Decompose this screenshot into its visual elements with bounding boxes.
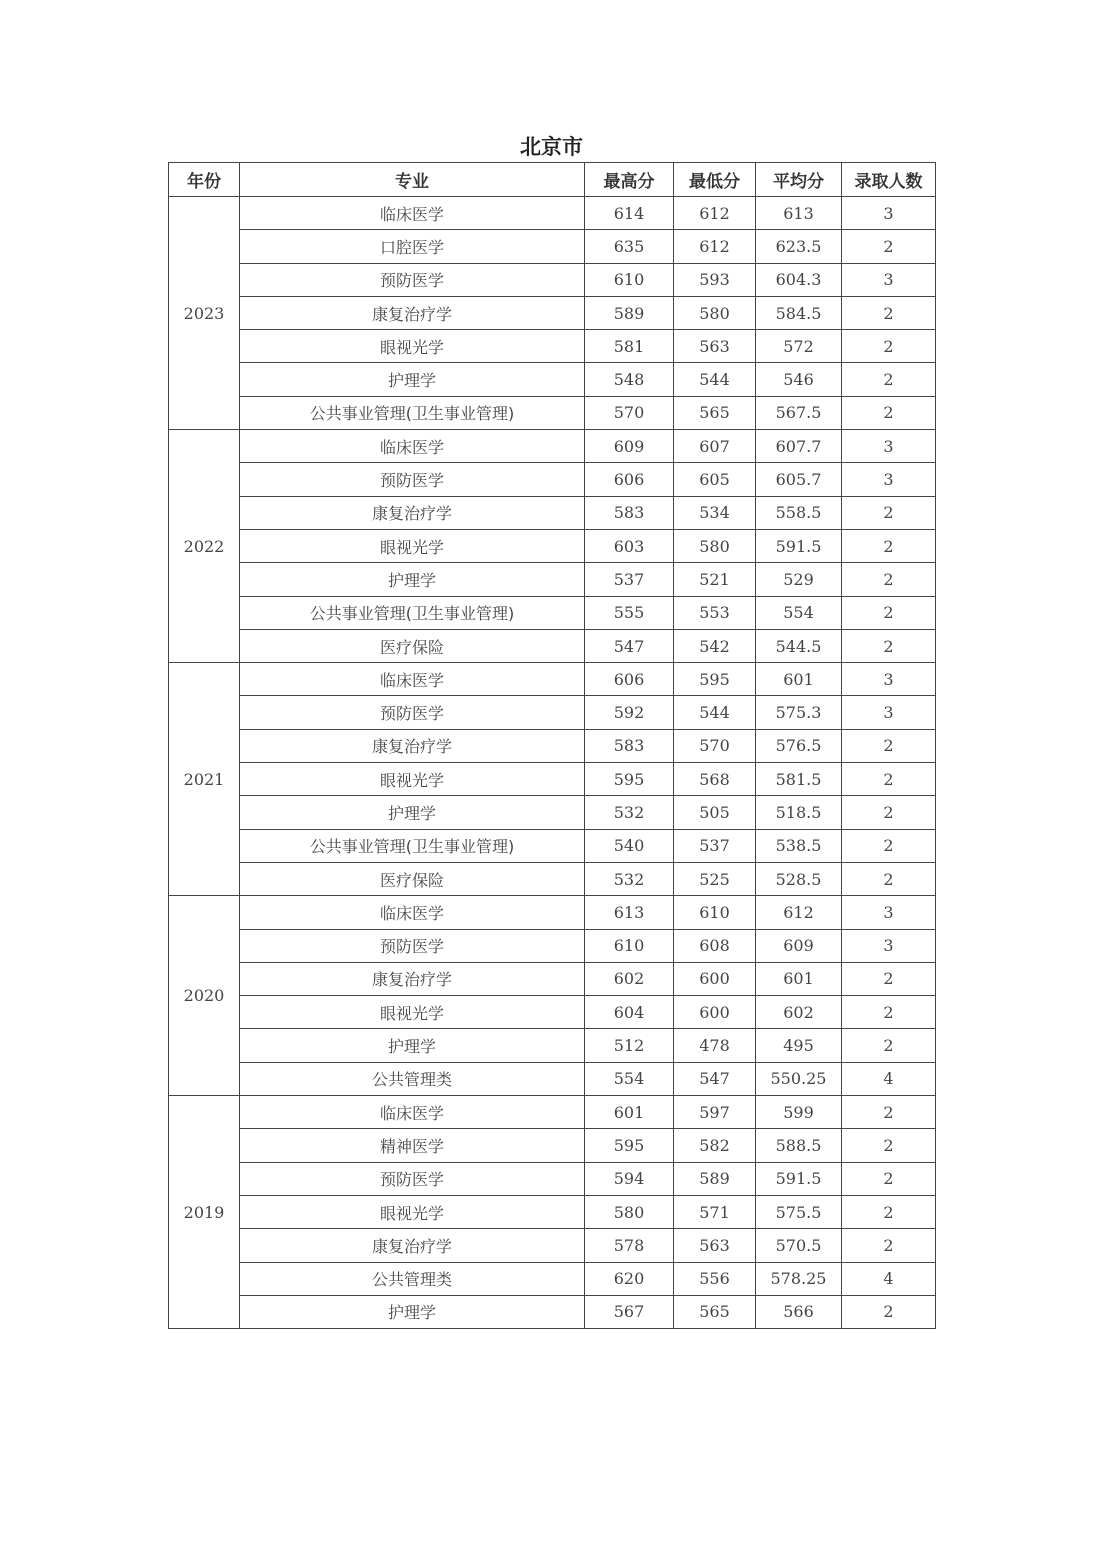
avg-score-cell: 554: [756, 596, 842, 629]
table-row: [169, 729, 936, 762]
avg-score-cell: 612: [756, 896, 842, 929]
table-row: [169, 1195, 936, 1228]
major-cell: 公共管理类: [240, 1062, 585, 1095]
major-cell: 口腔医学: [240, 230, 585, 263]
min-score-cell: 607: [674, 430, 756, 463]
admitted-count-cell: 2: [842, 563, 936, 596]
avg-score-cell: 546: [756, 363, 842, 396]
admitted-count-cell: 2: [842, 363, 936, 396]
year-cell: 2023: [169, 197, 240, 430]
major-cell: 眼视光学: [240, 763, 585, 796]
major-cell: 护理学: [240, 363, 585, 396]
table-row: [169, 529, 936, 562]
max-score-cell: 613: [585, 896, 674, 929]
min-score-cell: 556: [674, 1262, 756, 1295]
table-row: [169, 1129, 936, 1162]
avg-score-cell: 601: [756, 663, 842, 696]
avg-score-cell: 604.3: [756, 263, 842, 296]
max-score-cell: 512: [585, 1029, 674, 1062]
max-score-cell: 635: [585, 230, 674, 263]
table-row: [169, 962, 936, 995]
avg-score-cell: 607.7: [756, 430, 842, 463]
admitted-count-cell: 2: [842, 296, 936, 329]
min-score-cell: 553: [674, 596, 756, 629]
avg-score-cell: 566: [756, 1295, 842, 1328]
table-row: [169, 296, 936, 329]
table-row: [169, 1029, 936, 1062]
major-cell: 公共事业管理(卫生事业管理): [240, 396, 585, 429]
avg-score-cell: 572: [756, 330, 842, 363]
admitted-count-cell: 2: [842, 829, 936, 862]
min-score-cell: 568: [674, 763, 756, 796]
max-score-cell: 595: [585, 1129, 674, 1162]
year-cell: 2021: [169, 663, 240, 896]
admitted-count-cell: 3: [842, 663, 936, 696]
admitted-count-cell: 2: [842, 496, 936, 529]
min-score-cell: 580: [674, 296, 756, 329]
max-score-cell: 601: [585, 1096, 674, 1129]
max-score-cell: 609: [585, 430, 674, 463]
header-max-score: 最高分: [585, 163, 674, 197]
max-score-cell: 603: [585, 529, 674, 562]
avg-score-cell: 495: [756, 1029, 842, 1062]
min-score-cell: 600: [674, 996, 756, 1029]
header-avg-score: 平均分: [756, 163, 842, 197]
min-score-cell: 597: [674, 1096, 756, 1129]
admitted-count-cell: 2: [842, 1029, 936, 1062]
year-cell: 2020: [169, 896, 240, 1096]
max-score-cell: 570: [585, 396, 674, 429]
admitted-count-cell: 2: [842, 862, 936, 895]
avg-score-cell: 529: [756, 563, 842, 596]
table-row: [169, 896, 936, 929]
max-score-cell: 583: [585, 496, 674, 529]
admitted-count-cell: 3: [842, 463, 936, 496]
major-cell: 公共管理类: [240, 1262, 585, 1295]
min-score-cell: 582: [674, 1129, 756, 1162]
avg-score-cell: 591.5: [756, 1162, 842, 1195]
major-cell: 预防医学: [240, 696, 585, 729]
year-cell: 2022: [169, 430, 240, 663]
min-score-cell: 565: [674, 1295, 756, 1328]
admitted-count-cell: 4: [842, 1062, 936, 1095]
max-score-cell: 578: [585, 1229, 674, 1262]
admitted-count-cell: 2: [842, 230, 936, 263]
min-score-cell: 589: [674, 1162, 756, 1195]
max-score-cell: 540: [585, 829, 674, 862]
admitted-count-cell: 4: [842, 1262, 936, 1295]
admitted-count-cell: 3: [842, 896, 936, 929]
max-score-cell: 604: [585, 996, 674, 1029]
avg-score-cell: 550.25: [756, 1062, 842, 1095]
major-cell: 护理学: [240, 1029, 585, 1062]
year-cell: 2019: [169, 1096, 240, 1329]
max-score-cell: 547: [585, 629, 674, 662]
table-row: [169, 396, 936, 429]
avg-score-cell: 576.5: [756, 729, 842, 762]
min-score-cell: 612: [674, 197, 756, 230]
min-score-cell: 525: [674, 862, 756, 895]
admitted-count-cell: 2: [842, 330, 936, 363]
max-score-cell: 548: [585, 363, 674, 396]
page-title: 北京市: [520, 135, 583, 159]
major-cell: 护理学: [240, 563, 585, 596]
admitted-count-cell: 2: [842, 629, 936, 662]
min-score-cell: 547: [674, 1062, 756, 1095]
table-header-row: [169, 163, 936, 197]
avg-score-cell: 581.5: [756, 763, 842, 796]
table-row: [169, 263, 936, 296]
major-cell: 康复治疗学: [240, 962, 585, 995]
admitted-count-cell: 2: [842, 1162, 936, 1195]
table-row: [169, 197, 936, 230]
header-year: 年份: [169, 163, 240, 197]
header-admitted-count: 录取人数: [842, 163, 936, 197]
major-cell: 护理学: [240, 796, 585, 829]
table-row: [169, 496, 936, 529]
max-score-cell: 583: [585, 729, 674, 762]
min-score-cell: 565: [674, 396, 756, 429]
avg-score-cell: 518.5: [756, 796, 842, 829]
major-cell: 康复治疗学: [240, 729, 585, 762]
min-score-cell: 544: [674, 696, 756, 729]
max-score-cell: 581: [585, 330, 674, 363]
major-cell: 临床医学: [240, 1096, 585, 1129]
major-cell: 临床医学: [240, 430, 585, 463]
admitted-count-cell: 2: [842, 1096, 936, 1129]
table-row: [169, 363, 936, 396]
max-score-cell: 532: [585, 796, 674, 829]
max-score-cell: 606: [585, 663, 674, 696]
max-score-cell: 567: [585, 1295, 674, 1328]
min-score-cell: 593: [674, 263, 756, 296]
admitted-count-cell: 2: [842, 796, 936, 829]
min-score-cell: 595: [674, 663, 756, 696]
table-row: [169, 1262, 936, 1295]
avg-score-cell: 605.7: [756, 463, 842, 496]
table-row: [169, 929, 936, 962]
min-score-cell: 570: [674, 729, 756, 762]
min-score-cell: 521: [674, 563, 756, 596]
major-cell: 临床医学: [240, 896, 585, 929]
max-score-cell: 580: [585, 1195, 674, 1228]
table-row: [169, 862, 936, 895]
table-row: [169, 596, 936, 629]
table-row: [169, 1062, 936, 1095]
avg-score-cell: 609: [756, 929, 842, 962]
table-row: [169, 430, 936, 463]
min-score-cell: 542: [674, 629, 756, 662]
admitted-count-cell: 2: [842, 596, 936, 629]
major-cell: 预防医学: [240, 1162, 585, 1195]
table-body: [169, 197, 936, 1329]
max-score-cell: 589: [585, 296, 674, 329]
admitted-count-cell: 2: [842, 1229, 936, 1262]
max-score-cell: 610: [585, 929, 674, 962]
admitted-count-cell: 2: [842, 529, 936, 562]
major-cell: 公共事业管理(卫生事业管理): [240, 829, 585, 862]
avg-score-cell: 623.5: [756, 230, 842, 263]
table-row: [169, 796, 936, 829]
major-cell: 医疗保险: [240, 862, 585, 895]
max-score-cell: 610: [585, 263, 674, 296]
min-score-cell: 571: [674, 1195, 756, 1228]
avg-score-cell: 575.3: [756, 696, 842, 729]
admitted-count-cell: 2: [842, 763, 936, 796]
max-score-cell: 592: [585, 696, 674, 729]
admitted-count-cell: 2: [842, 1295, 936, 1328]
max-score-cell: 602: [585, 962, 674, 995]
admitted-count-cell: 3: [842, 263, 936, 296]
major-cell: 预防医学: [240, 929, 585, 962]
major-cell: 眼视光学: [240, 529, 585, 562]
admitted-count-cell: 2: [842, 1195, 936, 1228]
admitted-count-cell: 2: [842, 962, 936, 995]
header-min-score: 最低分: [674, 163, 756, 197]
avg-score-cell: 528.5: [756, 862, 842, 895]
major-cell: 临床医学: [240, 663, 585, 696]
table-row: [169, 230, 936, 263]
major-cell: 眼视光学: [240, 330, 585, 363]
table-row: [169, 629, 936, 662]
avg-score-cell: 544.5: [756, 629, 842, 662]
min-score-cell: 608: [674, 929, 756, 962]
table-row: [169, 996, 936, 1029]
avg-score-cell: 601: [756, 962, 842, 995]
table-row: [169, 563, 936, 596]
major-cell: 精神医学: [240, 1129, 585, 1162]
major-cell: 医疗保险: [240, 629, 585, 662]
max-score-cell: 537: [585, 563, 674, 596]
max-score-cell: 554: [585, 1062, 674, 1095]
admitted-count-cell: 3: [842, 197, 936, 230]
table-row: [169, 1162, 936, 1195]
table-row: [169, 330, 936, 363]
table-row: [169, 1229, 936, 1262]
min-score-cell: 563: [674, 330, 756, 363]
avg-score-cell: 567.5: [756, 396, 842, 429]
major-cell: 康复治疗学: [240, 1229, 585, 1262]
header-major: 专业: [240, 163, 585, 197]
admitted-count-cell: 2: [842, 396, 936, 429]
min-score-cell: 537: [674, 829, 756, 862]
avg-score-cell: 613: [756, 197, 842, 230]
avg-score-cell: 578.25: [756, 1262, 842, 1295]
admitted-count-cell: 2: [842, 996, 936, 1029]
major-cell: 公共事业管理(卫生事业管理): [240, 596, 585, 629]
min-score-cell: 544: [674, 363, 756, 396]
min-score-cell: 534: [674, 496, 756, 529]
avg-score-cell: 558.5: [756, 496, 842, 529]
major-cell: 眼视光学: [240, 1195, 585, 1228]
table-row: [169, 1096, 936, 1129]
min-score-cell: 563: [674, 1229, 756, 1262]
min-score-cell: 610: [674, 896, 756, 929]
admitted-count-cell: 3: [842, 929, 936, 962]
avg-score-cell: 570.5: [756, 1229, 842, 1262]
max-score-cell: 606: [585, 463, 674, 496]
max-score-cell: 555: [585, 596, 674, 629]
table-row: [169, 463, 936, 496]
admission-scores-table: [168, 162, 936, 1329]
admitted-count-cell: 3: [842, 430, 936, 463]
min-score-cell: 478: [674, 1029, 756, 1062]
avg-score-cell: 599: [756, 1096, 842, 1129]
avg-score-cell: 584.5: [756, 296, 842, 329]
admitted-count-cell: 2: [842, 729, 936, 762]
avg-score-cell: 575.5: [756, 1195, 842, 1228]
major-cell: 康复治疗学: [240, 496, 585, 529]
max-score-cell: 614: [585, 197, 674, 230]
major-cell: 预防医学: [240, 463, 585, 496]
major-cell: 康复治疗学: [240, 296, 585, 329]
avg-score-cell: 591.5: [756, 529, 842, 562]
major-cell: 临床医学: [240, 197, 585, 230]
major-cell: 预防医学: [240, 263, 585, 296]
max-score-cell: 620: [585, 1262, 674, 1295]
min-score-cell: 580: [674, 529, 756, 562]
min-score-cell: 612: [674, 230, 756, 263]
table-row: [169, 663, 936, 696]
avg-score-cell: 602: [756, 996, 842, 1029]
table-row: [169, 696, 936, 729]
avg-score-cell: 538.5: [756, 829, 842, 862]
table-row: [169, 829, 936, 862]
table-row: [169, 1295, 936, 1328]
max-score-cell: 594: [585, 1162, 674, 1195]
major-cell: 眼视光学: [240, 996, 585, 1029]
admitted-count-cell: 3: [842, 696, 936, 729]
avg-score-cell: 588.5: [756, 1129, 842, 1162]
min-score-cell: 605: [674, 463, 756, 496]
table-row: [169, 763, 936, 796]
max-score-cell: 595: [585, 763, 674, 796]
min-score-cell: 600: [674, 962, 756, 995]
admitted-count-cell: 2: [842, 1129, 936, 1162]
min-score-cell: 505: [674, 796, 756, 829]
max-score-cell: 532: [585, 862, 674, 895]
major-cell: 护理学: [240, 1295, 585, 1328]
